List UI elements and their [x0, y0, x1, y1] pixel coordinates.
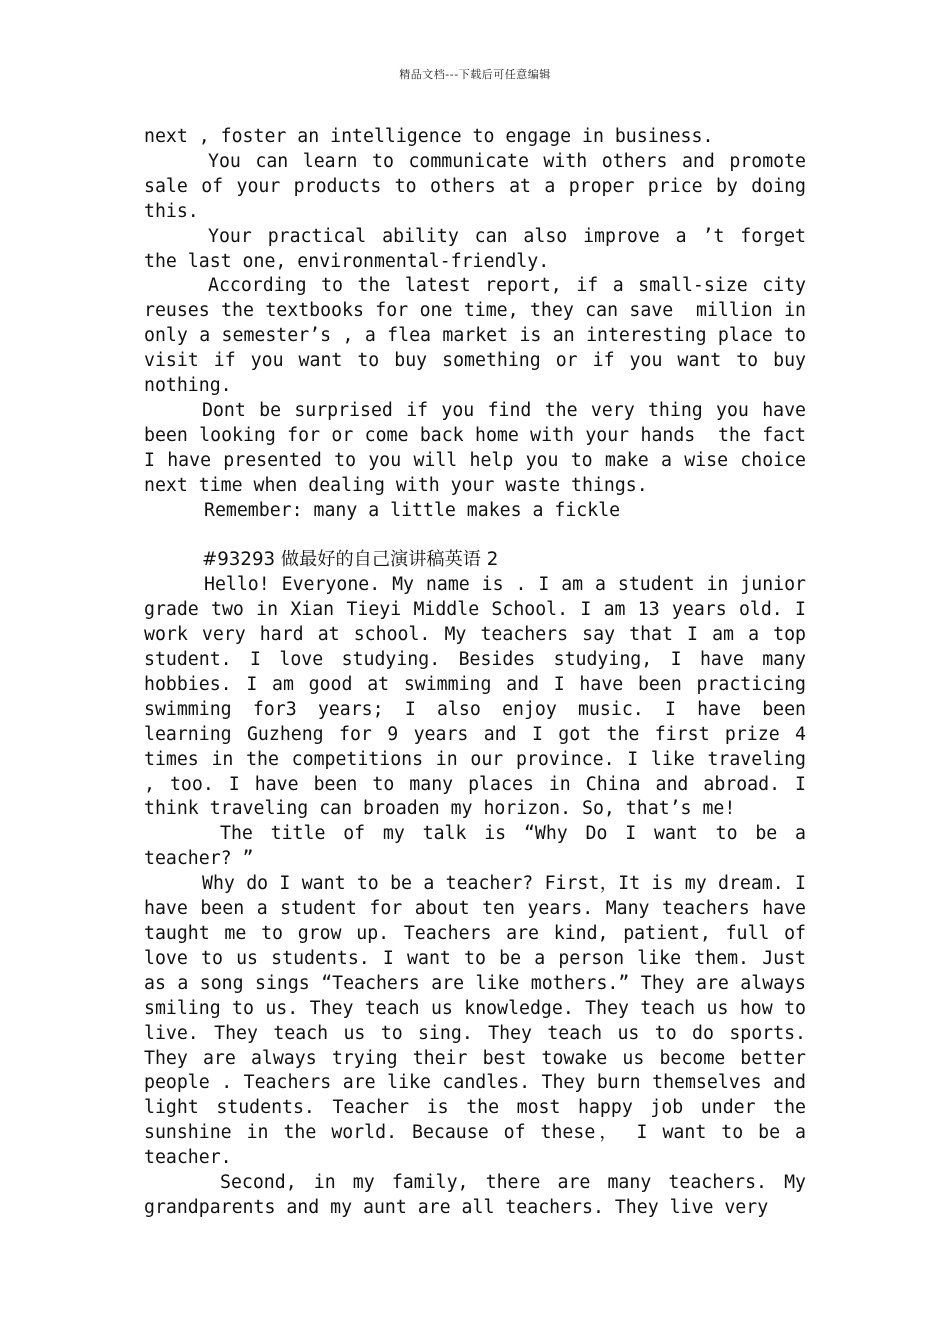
paragraph-6: Remember: many a little makes a fickle	[204, 499, 621, 521]
page-header: 精品文档---下载后可任意编辑	[399, 68, 551, 81]
paragraph-1: next , foster an intelligence to engage in business.	[144, 126, 714, 147]
paragraph-3: Your practical ability can also improve a ’t forget the last one, environmental-friendly.	[144, 225, 817, 272]
paragraph-2: You can learn to communicate with others and promote sale of your products to others at a proper price by doing this.	[144, 150, 817, 222]
section-heading: #93293 做最好的自己演讲稿英语 2	[202, 549, 499, 571]
speech-paragraph-1: Hello! Everyone. My name is . I am a student in junior grade two in Xian Tieyi Middle School. I am 13 years old. I work very hard at school. My teachers say that I am a top student. I love studying. Besides studying, I have many hobbies. I am good at swimming and I have been practicing swimming for3 years; I also enjoy music. I have been learning Guzheng for 9 years and I got the first prize 4 times in the competitions in our province. I like traveling , too. I have been to many places in China and abroad. I think traveling can broaden my horizon. So, that’s me!	[144, 574, 817, 820]
document-body	[144, 125, 817, 1221]
speech-paragraph-2: The title of my talk is “Why Do I want to be a teacher? ”	[144, 823, 817, 870]
paragraph-spacer	[144, 524, 806, 549]
paragraph-4: According to the latest report, if a small-size city reuses the textbooks for one time, they can save million in only a semester’s , a flea market is an interesting place to visit if you want to buy something or if you want to buy nothing.	[144, 275, 817, 397]
speech-paragraph-3: Why do I want to be a teacher? First，It is my dream. I have been a student for about ten years. Many teachers have taught me to grow up. Teachers are kind, patient, full of love to us students. I want to be a person like them. Just as a song sings “Teachers are like mothers.” They are always smiling to us. They teach us knowledge. They teach us how to live. They teach us to sing. They teach us to do sports. They are always trying their best towake us become better people . Teachers are like candles. They burn themselves and light students. Teacher is the most happy job under the sunshine in the world. Because of these， I want to be a teacher.	[144, 873, 817, 1169]
paragraph-5: Dont be surprised if you find the very thing you have been looking for or come back home with your hands the fact I have presented to you will help you to make a wise choice next time when dealing with your waste things.	[144, 399, 817, 496]
speech-paragraph-4: Second, in my family, there are many teachers. My grandparents and my aunt are all teachers. They live very	[144, 1172, 817, 1218]
